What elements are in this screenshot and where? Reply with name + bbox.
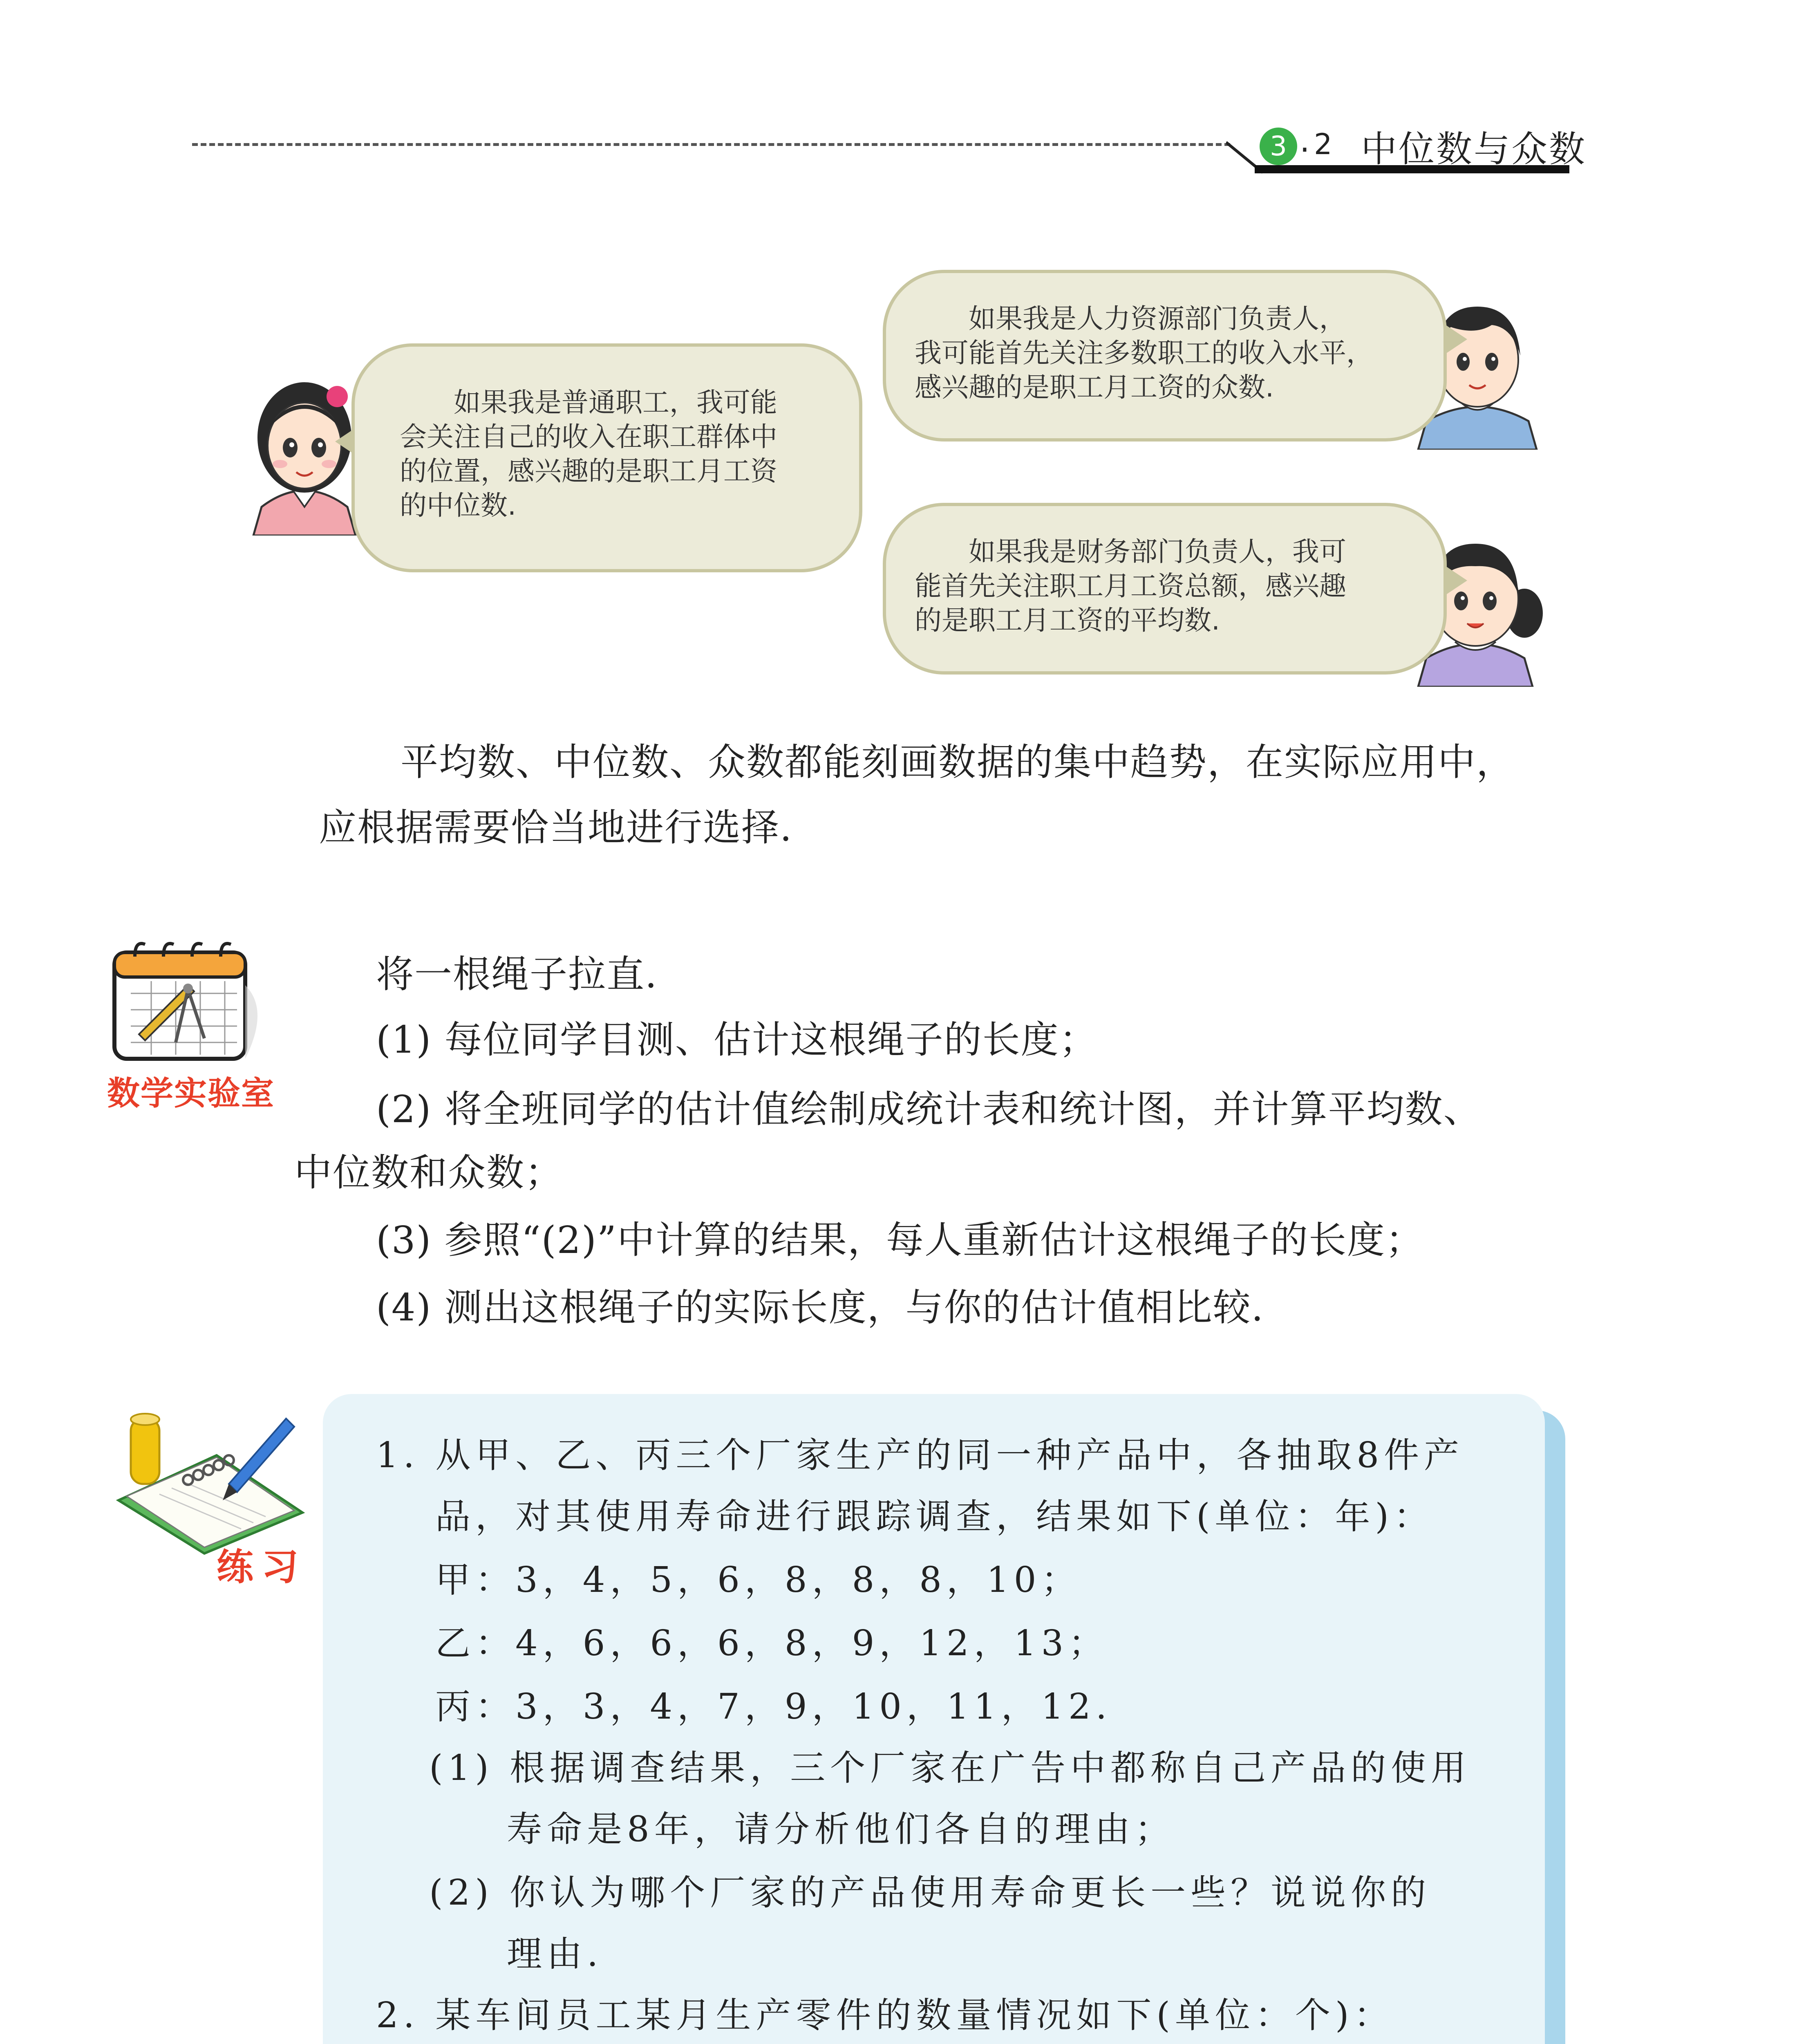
speech-bubble-finance-manager — [883, 503, 1447, 675]
bubble-line: 能首先关注职工月工资总额，感兴趣 — [915, 570, 1346, 602]
exercise-1-sub-1-line-2: 寿命是8年，请分析他们各自的理由； — [507, 1809, 1175, 1850]
bubble-line: 如果我是普通职工，我可能 — [400, 387, 777, 418]
exercise-1-sub-2-line-1: (2) 你认为哪个厂家的产品使用寿命更长一些？说说你的 — [429, 1872, 1431, 1913]
bubble-line: 的中位数. — [400, 490, 516, 521]
math-lab-calendar-icon — [106, 936, 278, 1071]
practice-notebook-icon — [110, 1410, 307, 1558]
bubble-line: 的是职工月工资的平均数. — [915, 605, 1220, 636]
section-dot: . — [1300, 123, 1310, 159]
math-lab-item-3: (3) 参照“(2)”中计算的结果，每人重新估计这根绳子的长度； — [376, 1218, 1424, 1262]
summary-paragraph-line-2: 应根据需要恰当地进行选择. — [319, 806, 793, 849]
bubble-line: 如果我是人力资源部门负责人， — [915, 303, 1346, 334]
math-lab-intro: 将一根绳子拉直. — [376, 953, 658, 996]
math-lab-item-2-continued: 中位数和众数； — [294, 1151, 564, 1195]
bubble-line: 会关注自己的收入在职工群体中 — [400, 421, 777, 453]
math-lab-item-1: (1) 每位同学目测、估计这根绳子的长度； — [376, 1018, 1098, 1062]
speech-bubble-ordinary-worker — [351, 343, 862, 572]
practice-caption: 练习 — [217, 1546, 307, 1589]
exercise-1-line-2: 品，对其使用寿命进行跟踪调查，结果如下(单位：年)： — [435, 1496, 1434, 1537]
speech-bubble-hr-manager — [883, 270, 1447, 442]
summary-paragraph-line-1: 平均数、中位数、众数都能刻画数据的集中趋势，在实际应用中， — [401, 740, 1515, 784]
math-lab-item-4: (4) 测出这根绳子的实际长度，与你的估计值相比较. — [376, 1286, 1264, 1329]
exercise-2-line: 2. 某车间员工某月生产零件的数量情况如下(单位：个)： — [376, 1995, 1394, 2036]
chapter-number-badge: 3 — [1260, 128, 1297, 165]
exercise-1-data-bing: 丙：3，3，4，7，9，10，11，12. — [435, 1686, 1112, 1727]
bubble-line: 如果我是财务部门负责人，我可 — [915, 536, 1346, 567]
math-lab-caption: 数学实验室 — [107, 1074, 275, 1112]
math-lab-item-2: (2) 将全班同学的估计值绘制成统计表和统计图，并计算平均数、 — [376, 1087, 1482, 1131]
bubble-line: 感兴趣的是职工月工资的众数. — [915, 372, 1274, 403]
section-title: 中位数与众数 — [1361, 128, 1587, 170]
header-dashed-rule — [192, 143, 1230, 146]
exercise-1-sub-2-line-2: 理由. — [507, 1934, 603, 1975]
exercise-1-data-jia: 甲：3，4，5，6，8，8，8，10； — [435, 1560, 1081, 1600]
bubble-line: 的位置，感兴趣的是职工月工资 — [400, 455, 777, 487]
bubble-line: 我可能首先关注多数职工的收入水平， — [915, 337, 1373, 369]
section-number: 2 — [1314, 128, 1332, 161]
exercise-1-line-1: 1. 从甲、乙、丙三个厂家生产的同一种产品中，各抽取8件产 — [376, 1435, 1464, 1476]
exercise-1-sub-1-line-1: (1) 根据调查结果，三个厂家在广告中都称自己产品的使用 — [429, 1748, 1471, 1788]
exercise-1-data-yi: 乙：4，6，6，6，8，9，12，13； — [435, 1623, 1109, 1664]
